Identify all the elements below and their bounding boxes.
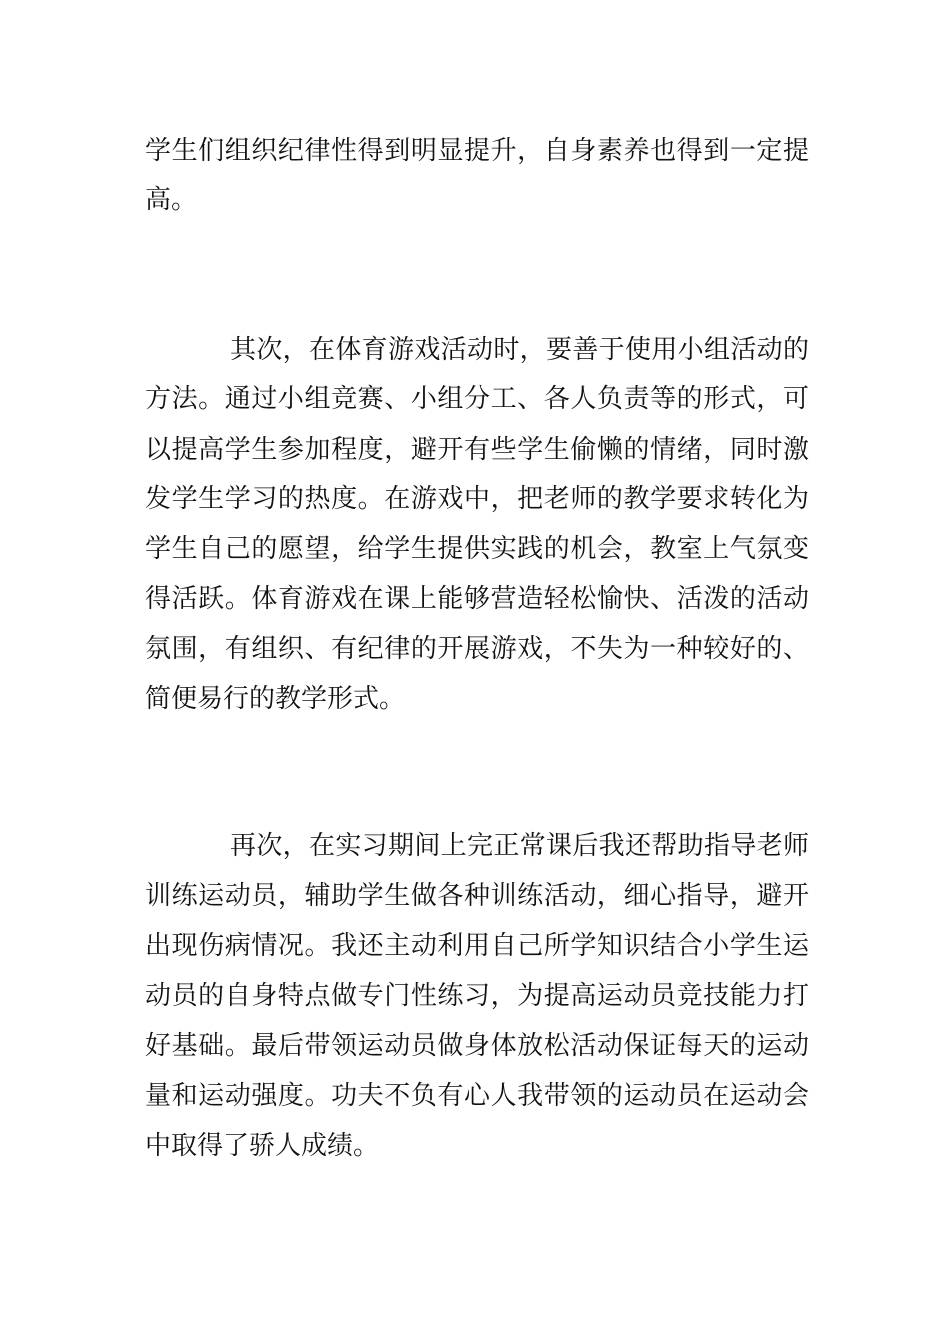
paragraph-2-line-3: 以提高学生参加程度，避开有些学生偷懒的情绪，同时激: [145, 435, 809, 465]
paragraph-3-line-6: 量和运动强度。功夫不负有心人我带领的运动员在运动会: [145, 1081, 809, 1111]
paragraph-3-line-3: 出现伤病情况。我还主动利用自己所学知识结合小学生运: [145, 931, 809, 961]
paragraph-3-line-5: 好基础。最后带领运动员做身体放松活动保证每天的运动: [145, 1031, 809, 1061]
paragraph-1-line-1: 学生们组织纪律性得到明显提升，自身素养也得到一定提: [145, 136, 809, 166]
paragraph-2-line-4: 发学生学习的热度。在游戏中，把老师的教学要求转化为: [145, 484, 809, 514]
paragraph-2-line-5: 学生自己的愿望，给学生提供实践的机会，教室上气氛变: [145, 534, 809, 564]
paragraph-2-line-8: 简便易行的教学形式。: [145, 684, 406, 714]
paragraph-3-line-1: 再次，在实习期间上完正常课后我还帮助指导老师: [230, 831, 809, 861]
paragraph-2-line-7: 氛围，有组织、有纪律的开展游戏，不失为一种较好的、: [145, 634, 809, 664]
paragraph-2-line-1: 其次，在体育游戏活动时，要善于使用小组活动的: [230, 335, 809, 365]
paragraph-3-line-4: 动员的自身特点做专门性练习，为提高运动员竞技能力打: [145, 981, 809, 1011]
paragraph-3-line-7: 中取得了骄人成绩。: [145, 1131, 380, 1161]
paragraph-2-line-2: 方法。通过小组竞赛、小组分工、各人负责等的形式，可: [145, 384, 809, 414]
paragraph-1-line-2: 高。: [145, 185, 198, 215]
paragraph-2-line-6: 得活跃。体育游戏在课上能够营造轻松愉快、活泼的活动: [145, 584, 809, 614]
paragraph-3-line-2: 训练运动员，辅助学生做各种训练活动，细心指导，避开: [145, 881, 809, 911]
